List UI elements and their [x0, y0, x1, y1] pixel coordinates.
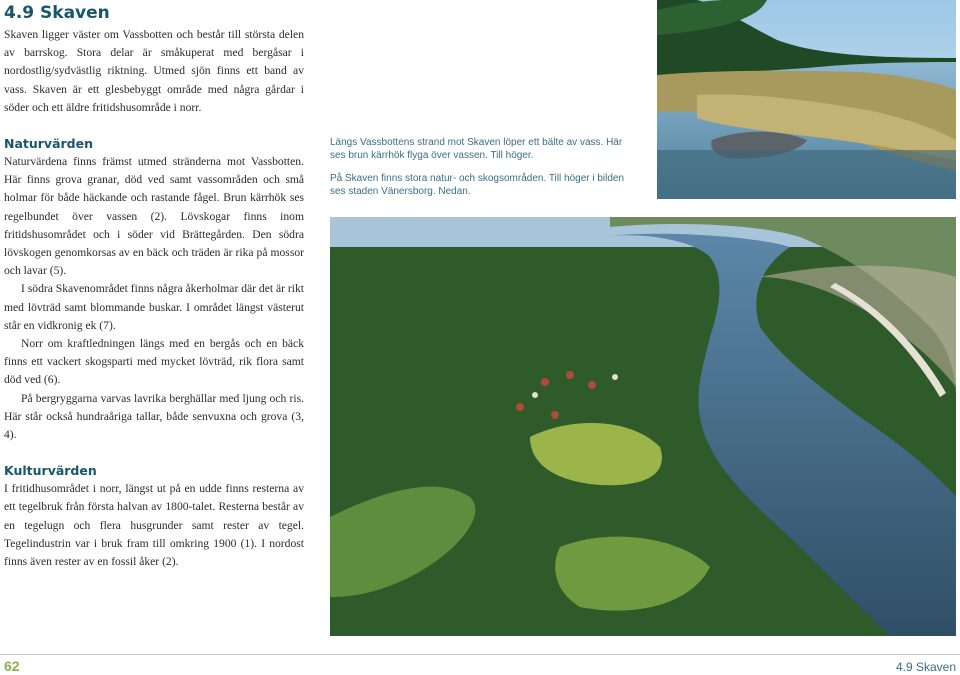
footer-section-label: 4.9 Skaven	[895, 660, 956, 674]
page-number: 62	[4, 658, 20, 674]
naturvarden-paragraph-2: I södra Skavenområdet finns några åkerholmar där det är rikt med lövträd samt blommande buskar. I området längst västerut står en vidkronig ek (7).	[4, 282, 304, 332]
footer-divider	[0, 654, 960, 655]
naturvarden-paragraph-3: Norr om kraftledningen längs med en bergås och en bäck finns ett vackert skogsparti med mycket lövträd, rik flora samt död ved (6).	[4, 337, 304, 387]
caption-aerial-photo: På Skaven finns stora natur- och skogsområden. Till höger i bilden ses staden Vänersborg. Nedan.	[330, 173, 625, 197]
naturvarden-paragraph-4: På bergryggarna varvas lavrika berghällar med ljung och ris. Här står också hundraåriga tallar, både senvuxna och grova (3, 4).	[4, 391, 304, 442]
caption-top-photo: Längs Vassbottens strand mot Skaven löper ett bälte av vass. Här ses brun kärrhök flyga över vassen. Till höger.	[330, 137, 623, 161]
naturvarden-heading: Naturvärden	[4, 136, 94, 152]
section-title: 4.9 Skaven	[4, 3, 110, 23]
text-column	[4, 2, 304, 571]
kulturvarden-heading: Kulturvärden	[4, 463, 97, 479]
reed-shore-photo	[657, 0, 956, 199]
kulturvarden-paragraph: I fritidhusområdet i norr, längst ut på en udde finns resterna av ett tegelbruk från första halvan av 1800-talet. Resterna består av en tegelugn och flera husgrunder samt rester av tegel. Tegelindustrin var i bruk fram till omkring 1900 (1). I nordost finns även rester av en fossil åker (2).	[4, 482, 304, 569]
aerial-photo	[330, 217, 956, 636]
naturvarden-paragraph-1: Naturvärdena finns främst utmed stränderna mot Vassbotten. Här finns grova granar, död ved samt vassområden och små holmar för både häckande och rastande fågel. Brun kärrhök ses regelbundet över vassen (2). Lövskogar finns inom fritidshusområdet och i söder vid Brättegården. Den södra lövskogen genomkorsas av en bäck och träden är rika på mossor och lavar (5).	[4, 155, 304, 278]
intro-paragraph: Skaven ligger väster om Vassbotten och består till största delen av barrskog. Stora delar är småkuperat med bergåsar i nordostlig/sydvästlig riktning. Utmed sjön finns ett band av vass. Skaven är ett glesbebyggt område med några gårdar i söder och ett äldre fritidshusområde i norr.	[4, 28, 304, 114]
photo-captions	[330, 136, 630, 208]
